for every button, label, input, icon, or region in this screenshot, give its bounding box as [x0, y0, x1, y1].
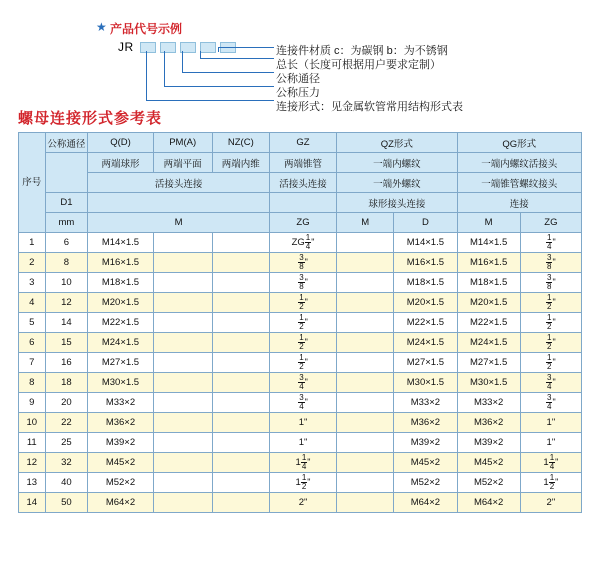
cell-qg-m: M45×2: [457, 453, 520, 473]
cell-qg-m: M24×1.5: [457, 333, 520, 353]
cell-qz-d: M45×2: [394, 453, 457, 473]
table-row: [19, 473, 582, 493]
th-group-qg-merge3: 连接: [457, 193, 581, 213]
cell-gz: $\frac{1}{2}$ ": [269, 333, 336, 353]
th-dn-blank: [45, 153, 88, 193]
cell-gz: $\frac{3}{4}$ ": [269, 373, 336, 393]
th-dn-title: 公称通径: [45, 133, 88, 153]
table-row: [19, 393, 582, 413]
cell-gz: $\frac{1}{2}$ ": [269, 353, 336, 373]
cell-qg-m: M14×1.5: [457, 233, 520, 253]
cell-gz: $\frac{3}{4}$ ": [269, 393, 336, 413]
cell-qg-m: M27×1.5: [457, 353, 520, 373]
legend-annotation-list: [276, 44, 463, 114]
cell-q: M20×1.5: [88, 293, 153, 313]
cell-q: M52×2: [88, 473, 153, 493]
th-group-nz-desc: 两端内维: [212, 153, 269, 173]
cell-index: 11: [19, 433, 46, 453]
cell-qg-m: M36×2: [457, 413, 520, 433]
cell-nz: [212, 433, 269, 453]
cell-pm: [153, 333, 212, 353]
th-group-pm-desc: 两端平面: [153, 153, 212, 173]
legend-title: 产品代号示例: [110, 22, 183, 36]
th-group-qz-merge2: 一端外螺纹: [337, 173, 457, 193]
cell-dn: 12: [45, 293, 88, 313]
cell-gz: $\frac{3}{8}$ ": [269, 273, 336, 293]
leader-line-h5: [218, 47, 274, 48]
leader-line-v3: [182, 51, 183, 72]
cell-index: 8: [19, 373, 46, 393]
cell-qz-m: [337, 233, 394, 253]
cell-qz-d: M16×1.5: [394, 253, 457, 273]
cell-dn: 10: [45, 273, 88, 293]
cell-pm: [153, 233, 212, 253]
th-unit-zg: ZG: [269, 213, 336, 233]
th-unit-m: M: [88, 213, 270, 233]
cell-q: M18×1.5: [88, 273, 153, 293]
cell-qg-zg: $\frac{1}{2}$ ": [520, 333, 581, 353]
cell-qz-m: [337, 253, 394, 273]
leader-line-v5: [218, 47, 219, 52]
table-row: [19, 493, 582, 513]
legend-annotation-connection-type: 连接形式：见金属软管常用结构形式表: [276, 101, 463, 113]
cell-dn: 8: [45, 253, 88, 273]
cell-q: M33×2: [88, 393, 153, 413]
cell-qz-m: [337, 393, 394, 413]
cell-dn: 50: [45, 493, 88, 513]
table-header-row-4: [19, 193, 582, 213]
cell-pm: [153, 493, 212, 513]
cell-q: M39×2: [88, 433, 153, 453]
leader-line-h1: [146, 100, 274, 101]
th-blank-left: [88, 193, 270, 213]
cell-qz-m: [337, 333, 394, 353]
cell-pm: [153, 313, 212, 333]
cell-qg-zg: $\frac{1}{2}$ ": [520, 313, 581, 333]
cell-nz: [212, 453, 269, 473]
cell-q: M36×2: [88, 413, 153, 433]
table-row: [19, 313, 582, 333]
cell-qz-d: M22×1.5: [394, 313, 457, 333]
cell-nz: [212, 373, 269, 393]
cell-dn: 25: [45, 433, 88, 453]
cell-qg-zg: $\frac{3}{4}$ ": [520, 393, 581, 413]
cell-q: M64×2: [88, 493, 153, 513]
cell-qz-m: [337, 293, 394, 313]
cell-qg-m: M39×2: [457, 433, 520, 453]
cell-qz-d: M39×2: [394, 433, 457, 453]
cell-qg-zg: 1 $\frac{1}{2}$ ": [520, 473, 581, 493]
leader-line-v1: [146, 51, 147, 100]
cell-qz-d: M20×1.5: [394, 293, 457, 313]
cell-qz-m: [337, 373, 394, 393]
cell-nz: [212, 293, 269, 313]
leader-line-h4: [200, 58, 274, 59]
cell-qz-m: [337, 453, 394, 473]
cell-dn: 16: [45, 353, 88, 373]
cell-qz-d: M36×2: [394, 413, 457, 433]
cell-qg-m: M20×1.5: [457, 293, 520, 313]
cell-dn: 15: [45, 333, 88, 353]
table-header-row-2: [19, 153, 582, 173]
cell-pm: [153, 453, 212, 473]
cell-dn: 6: [45, 233, 88, 253]
th-group-q-code: Q(D): [88, 133, 153, 153]
cell-index: 12: [19, 453, 46, 473]
cell-qz-m: [337, 473, 394, 493]
cell-qg-zg: 1": [520, 433, 581, 453]
cell-q: M30×1.5: [88, 373, 153, 393]
cell-qz-d: M24×1.5: [394, 333, 457, 353]
cell-nz: [212, 493, 269, 513]
cell-pm: [153, 353, 212, 373]
cell-gz: $\frac{1}{2}$ ": [269, 293, 336, 313]
cell-gz: ZG $\frac{1}{4}$ ": [269, 233, 336, 253]
cell-qg-zg: 1": [520, 413, 581, 433]
cell-qz-d: M30×1.5: [394, 373, 457, 393]
table-row: [19, 353, 582, 373]
product-code-legend: [0, 0, 600, 113]
product-code-prefix: JR: [118, 40, 134, 54]
th-group-qg-desc: 一端内螺纹活接头: [457, 153, 581, 173]
cell-q: M16×1.5: [88, 253, 153, 273]
th-group-pm-code: PM(A): [153, 133, 212, 153]
leader-line-v2: [164, 51, 165, 86]
cell-qz-m: [337, 413, 394, 433]
table-row: [19, 373, 582, 393]
cell-q: M27×1.5: [88, 353, 153, 373]
leader-line-h3: [182, 72, 274, 73]
cell-nz: [212, 233, 269, 253]
th-group-qz-merge3: 球形接头连接: [337, 193, 457, 213]
table-row: [19, 253, 582, 273]
code-box-4: [200, 42, 216, 53]
table-row: [19, 233, 582, 253]
cell-qz-m: [337, 353, 394, 373]
table-header-row-1: [19, 133, 582, 153]
cell-q: M22×1.5: [88, 313, 153, 333]
legend-annotation-material: 连接件材质 c：为碳钢 b：为不锈钢: [276, 45, 448, 57]
cell-qz-d: M33×2: [394, 393, 457, 413]
cell-qg-m: M22×1.5: [457, 313, 520, 333]
cell-qg-m: M64×2: [457, 493, 520, 513]
cell-pm: [153, 253, 212, 273]
cell-nz: [212, 253, 269, 273]
cell-qg-zg: $\frac{3}{8}$ ": [520, 273, 581, 293]
cell-nz: [212, 273, 269, 293]
legend-annotation-nominal-pressure: 公称压力: [276, 87, 320, 99]
table-row: [19, 453, 582, 473]
cell-pm: [153, 293, 212, 313]
cell-gz: $\frac{1}{2}$ ": [269, 313, 336, 333]
star-icon: ★: [96, 20, 107, 34]
table-body: [19, 233, 582, 513]
table-row: [19, 293, 582, 313]
cell-index: 3: [19, 273, 46, 293]
th-group-qg-code: QG形式: [457, 133, 581, 153]
cell-qz-d: M14×1.5: [394, 233, 457, 253]
th-dn-unit: mm: [45, 213, 88, 233]
cell-qg-m: M52×2: [457, 473, 520, 493]
cell-nz: [212, 353, 269, 373]
cell-q: M45×2: [88, 453, 153, 473]
cell-q: M14×1.5: [88, 233, 153, 253]
cell-index: 5: [19, 313, 46, 333]
th-group-q-desc: 两端球形: [88, 153, 153, 173]
cell-qz-m: [337, 433, 394, 453]
legend-annotation-length: 总长（长度可根据用户要求定制）: [276, 59, 441, 71]
cell-qg-zg: 2": [520, 493, 581, 513]
cell-gz: 1": [269, 433, 336, 453]
cell-qg-zg: $\frac{3}{4}$ ": [520, 373, 581, 393]
cell-pm: [153, 373, 212, 393]
leader-line-v4: [200, 51, 201, 58]
cell-dn: 32: [45, 453, 88, 473]
th-unit-qz-d: D: [394, 213, 457, 233]
cell-qz-d: M64×2: [394, 493, 457, 513]
cell-qg-zg: $\frac{1}{4}$ ": [520, 233, 581, 253]
cell-index: 1: [19, 233, 46, 253]
legend-annotation-nominal-diameter: 公称通径: [276, 73, 320, 85]
th-group-gz-merge: 活接头连接: [269, 173, 336, 193]
th-group-qg-merge2: 一端锥管螺纹接头: [457, 173, 581, 193]
th-group-nz-code: NZ(C): [212, 133, 269, 153]
cell-index: 7: [19, 353, 46, 373]
cell-dn: 14: [45, 313, 88, 333]
cell-pm: [153, 473, 212, 493]
section-title: 螺母连接形式参考表: [18, 110, 163, 127]
cell-qg-m: M33×2: [457, 393, 520, 413]
cell-gz: 1 $\frac{1}{4}$ ": [269, 453, 336, 473]
table-header-row-5: [19, 213, 582, 233]
table-row: [19, 273, 582, 293]
th-group-qz-desc: 一端内螺纹: [337, 153, 457, 173]
cell-index: 6: [19, 333, 46, 353]
cell-gz: 2": [269, 493, 336, 513]
th-unit-qg-m: M: [457, 213, 520, 233]
cell-qz-m: [337, 313, 394, 333]
cell-dn: 40: [45, 473, 88, 493]
th-blank-gz: [269, 193, 336, 213]
cell-index: 10: [19, 413, 46, 433]
cell-qz-d: M27×1.5: [394, 353, 457, 373]
cell-qg-zg: $\frac{1}{2}$ ": [520, 353, 581, 373]
cell-gz: $\frac{3}{8}$ ": [269, 253, 336, 273]
th-group-gz-code: GZ: [269, 133, 336, 153]
table-head: [19, 133, 582, 233]
cell-dn: 22: [45, 413, 88, 433]
cell-gz: 1 $\frac{1}{2}$ ": [269, 473, 336, 493]
cell-qz-d: M52×2: [394, 473, 457, 493]
th-group-q-merge: 活接头连接: [88, 173, 270, 193]
table-header-row-3: [19, 173, 582, 193]
cell-dn: 18: [45, 373, 88, 393]
leader-line-h2: [164, 86, 274, 87]
code-box-2: [160, 42, 176, 53]
nut-connection-reference-table: [18, 132, 582, 513]
cell-qg-zg: $\frac{1}{2}$ ": [520, 293, 581, 313]
table-row: [19, 413, 582, 433]
cell-nz: [212, 333, 269, 353]
cell-pm: [153, 413, 212, 433]
cell-nz: [212, 393, 269, 413]
code-box-1: [140, 42, 156, 53]
th-dn-sub: D1: [45, 193, 88, 213]
table-row: [19, 433, 582, 453]
cell-gz: 1": [269, 413, 336, 433]
cell-index: 4: [19, 293, 46, 313]
cell-nz: [212, 413, 269, 433]
cell-pm: [153, 433, 212, 453]
cell-nz: [212, 473, 269, 493]
cell-dn: 20: [45, 393, 88, 413]
cell-index: 14: [19, 493, 46, 513]
cell-qz-m: [337, 493, 394, 513]
th-unit-qz-m: M: [337, 213, 394, 233]
th-group-gz-desc: 两端锥管: [269, 153, 336, 173]
cell-qg-m: M30×1.5: [457, 373, 520, 393]
th-index: 序号: [19, 133, 46, 233]
cell-qg-zg: 1 $\frac{1}{4}$ ": [520, 453, 581, 473]
cell-qz-m: [337, 273, 394, 293]
cell-qg-m: M16×1.5: [457, 253, 520, 273]
cell-pm: [153, 393, 212, 413]
cell-index: 9: [19, 393, 46, 413]
th-unit-qg-zg: ZG: [520, 213, 581, 233]
cell-index: 2: [19, 253, 46, 273]
table-row: [19, 333, 582, 353]
cell-qg-m: M18×1.5: [457, 273, 520, 293]
cell-qg-zg: $\frac{3}{8}$ ": [520, 253, 581, 273]
cell-nz: [212, 313, 269, 333]
cell-index: 13: [19, 473, 46, 493]
cell-qz-d: M18×1.5: [394, 273, 457, 293]
cell-pm: [153, 273, 212, 293]
cell-q: M24×1.5: [88, 333, 153, 353]
th-group-qz-code: QZ形式: [337, 133, 457, 153]
